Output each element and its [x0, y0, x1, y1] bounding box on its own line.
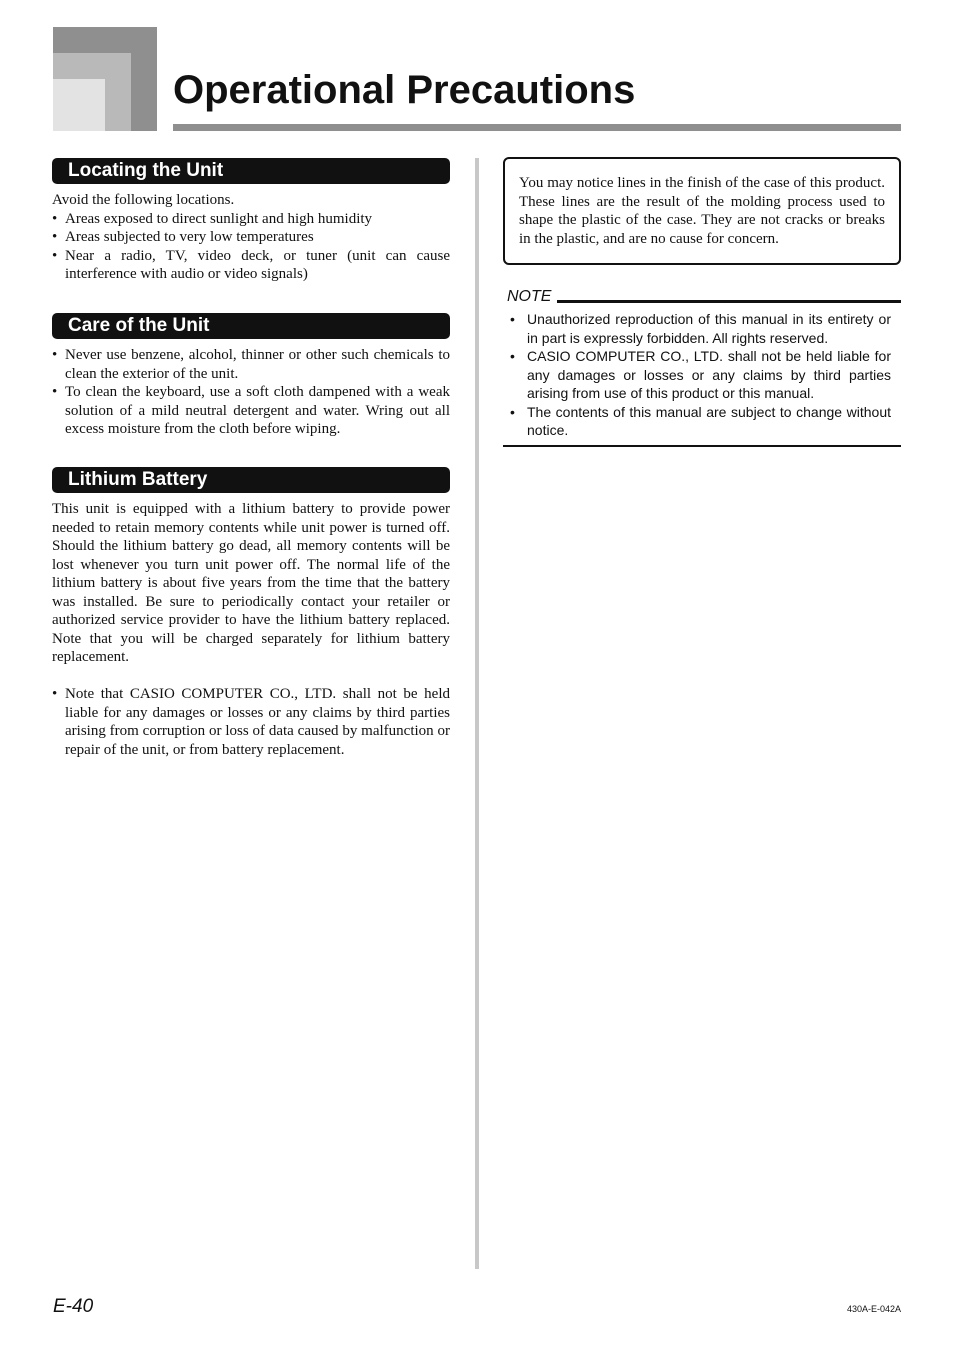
care-list	[52, 346, 450, 439]
note-body	[510, 310, 891, 440]
corner-decoration-inner	[53, 79, 105, 131]
list-item: • CASIO COMPUTER CO., LTD. shall not be held liable for any damages or losses or any claims by third parties arising from use of this product or this manual.	[510, 347, 891, 403]
locating-intro: Avoid the following locations.	[52, 192, 235, 208]
page-title: Operational Precautions	[173, 68, 636, 112]
locating-list	[52, 210, 450, 284]
list-item: • Areas exposed to direct sunlight and high humidity	[52, 210, 450, 229]
note-rule-top	[557, 300, 901, 303]
list-item: • Areas subjected to very low temperatures	[52, 228, 450, 247]
battery-body	[52, 500, 450, 759]
care-body	[52, 346, 450, 439]
section-heading-care: Care of the Unit	[52, 313, 450, 339]
section-heading-battery: Lithium Battery	[52, 467, 450, 493]
document-code: 430A-E-042A	[846, 1304, 901, 1314]
note-rule-bottom	[503, 445, 901, 447]
list-item: • To clean the keyboard, use a soft cloth dampened with a weak solution of a mild neutral detergent and water. Wring out all excess moisture from the cloth before wiping.	[52, 383, 450, 439]
column-divider	[475, 158, 479, 1269]
corner-decoration	[53, 27, 157, 131]
title-rule	[173, 124, 901, 131]
list-item: • Near a radio, TV, video deck, or tuner (unit can cause interference with audio or video signals)	[52, 247, 450, 284]
battery-list	[52, 685, 450, 759]
page-number: E-40	[53, 1296, 94, 1317]
list-item: • Note that CASIO COMPUTER CO., LTD. shall not be held liable for any damages or losses or any claims by third parties arising from corruption or loss of data caused by malfunction or repair of the unit, or from battery replacement.	[52, 685, 450, 759]
list-item: • Never use benzene, alcohol, thinner or other such chemicals to clean the exterior of the unit.	[52, 346, 450, 383]
note-list	[510, 310, 891, 440]
list-item: • Unauthorized reproduction of this manual in its entirety or in part is expressly forbidden. All rights reserved.	[510, 310, 891, 347]
notice-box	[503, 157, 901, 265]
section-heading-locating: Locating the Unit	[52, 158, 450, 184]
battery-paragraph: This unit is equipped with a lithium battery to provide power needed to retain memory contents while unit power is turned off. Should the lithium battery go dead, all memory contents will be lost whenever you turn unit power off. The normal life of the lithium battery is about five years from the time that the battery was installed. Be sure to periodically contact your retailer or authorized service provider to have the lithium battery replaced. Note that you will be charged separately for lithium battery replacement.	[52, 501, 450, 665]
note-label: NOTE	[507, 288, 552, 305]
notice-text: You may notice lines in the finish of the case of this product. These lines are the result of the molding process used to shape the plastic of the case. They are not cracks or breaks in the plastic, and are no cause for concern.	[519, 175, 885, 247]
list-item: • The contents of this manual are subject to change without notice.	[510, 403, 891, 440]
locating-body	[52, 191, 450, 284]
